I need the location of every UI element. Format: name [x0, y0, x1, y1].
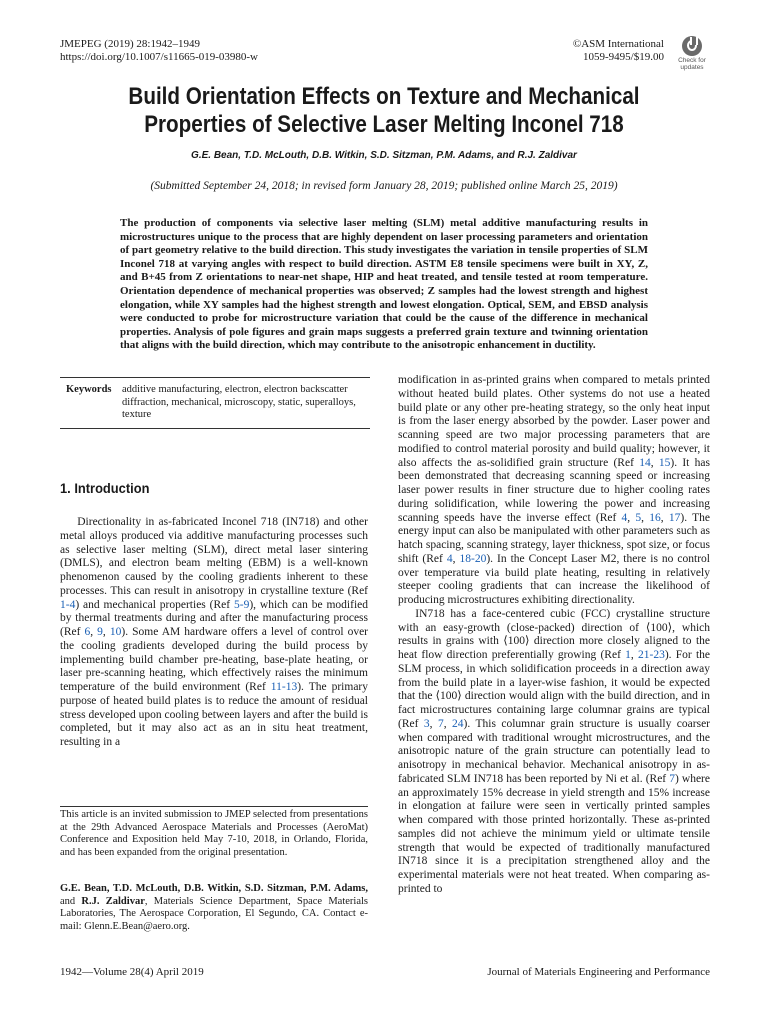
- ref-link[interactable]: 18-20: [459, 552, 487, 565]
- ref-link[interactable]: 15: [658, 456, 671, 469]
- affiliation-names: G.E. Bean, T.D. McLouth, D.B. Witkin, S.D. Sitzman, P.M. Adams,: [60, 883, 368, 894]
- right-column: [398, 374, 710, 897]
- author-affiliation: G.E. Bean, T.D. McLouth, D.B. Witkin, S.D. Sitzman, P.M. Adams, and R.J. Zaldivar, Materials Science Department, Space Materials Laboratories, The Aerospace Corporation, El Segundo, CA. Contact e-mail: Glenn.E.Bean@aero.org.: [60, 883, 368, 932]
- ref-link[interactable]: 21-23: [638, 649, 665, 661]
- abstract: The production of components via selective laser melting (SLM) metal additive manufacturing results in microstructures unique to the process that are highly dependent on laser processing parameters and orientation of part geometry relative to the build direction. This study investigates the variation in tensile properties of SLM Inconel 718 at varying angles with respect to build direction. ASTM E8 tensile specimens were built in XY, Z, and B+45 from Z orientations to near-net shape, HIP and heat treated, and tensile tested at room temperature. Orientation dependence of mechanical properties was observed; Z samples had the lowest strength and highest elongation, while XY samples had the highest strength and lowest elongation. Optical, SEM, and EBSD analysis were conducted to probe for microstructure variation that could be the cause of the difference in mechanical properties. Analysis of pole figures and grain maps suggests a preferred grain texture and twinning orientation that aligns with the build direction, which may contribute to the anisotropic enhancement in ductility.: [120, 217, 648, 352]
- ref-link[interactable]: 9: [97, 626, 103, 638]
- intro-paragraph-1-cont: modification in as-printed grains when compared to metals printed without heated build plates. Other systems do not use a heated build plate or any other pre-heating strategy, so the only heat input is from the laser energy absorbed by the powder. Laser power and scanning speed are two major processing parameters that are modified to control material porosity and build quality; however, it also affects the as-solidified grain structure (Ref 14, 15). It has been demonstrated that decreasing scanning speed or increasing laser power results in finer structure due to higher cooling rates during solidification, while lowering the power and increasing scanning speeds have the inverse effect (Ref 4, 5, 16, 17). The energy input can also be manipulated with other parameters such as hatch spacing, scanning strategy, layer thickness, spot size, or focus shift (Ref 4, 18-20). In the Concept Laser M2, there is no control over temperature via build plate heating, resulting in relatively steeper cooling gradients that can increase the likelihood of producing microstructures exhibiting directionality.: [398, 374, 710, 606]
- ref-link[interactable]: 6: [84, 626, 91, 638]
- ref-link[interactable]: 1: [625, 649, 631, 661]
- badge-line-2: updates: [680, 64, 704, 71]
- ref-link[interactable]: 10: [109, 626, 122, 638]
- issn-price: 1059-9495/$19.00: [583, 51, 664, 63]
- intro-paragraph-1: Directionality in as-fabricated Inconel 718 (IN718) and other metal alloys produced via additive manufacturing processes such as selective laser melting (SLM), direct metal laser sintering (DMLS), and electron beam melting (EBM) is a well-known phenomenon caused by the cooling gradients inherent to these processes. This can result in anisotropy in crystalline texture (Ref 1-4) and mechanical properties (Ref 5-9), which can be modified by thermal treatments during and after the manufacturing process (Ref 6, 9, 10). Some AM hardware offers a level of control over the cooling gradients developed during the build process by implementing build chamber pre-heating, base-plate heating, or laser pre-scanning heating, which effectively raises the minimum temperature of the build environment (Ref 11-13). The primary purpose of heated build plates is to reduce the amount of residual stress developed upon cooling between layers and after the build is completed, but it may also act as an in situ heat treatment, resulting in a: [60, 516, 369, 748]
- title-line-1: Build Orientation Effects on Texture and Mechanical: [128, 83, 640, 110]
- page-footer-left: 1942—Volume 28(4) April 2019: [60, 966, 204, 978]
- journal-citation: JMEPEG (2019) 28:1942–1949: [60, 38, 200, 50]
- journal-header-left: [60, 38, 258, 64]
- ref-link[interactable]: 16: [649, 511, 661, 524]
- ref-link[interactable]: 7: [669, 772, 675, 785]
- keywords-box: [60, 377, 370, 429]
- publisher: ©ASM International: [572, 38, 664, 50]
- ref-link[interactable]: 3: [423, 717, 430, 730]
- ref-link[interactable]: 4: [621, 511, 628, 524]
- ref-link[interactable]: 4: [446, 552, 453, 565]
- ref-link[interactable]: 5: [635, 511, 642, 524]
- journal-header-right: [573, 38, 664, 64]
- page-footer-right: Journal of Materials Engineering and Performance: [487, 966, 710, 978]
- authors: G.E. Bean, T.D. McLouth, D.B. Witkin, S.D. Sitzman, P.M. Adams, and R.J. Zaldivar: [191, 150, 577, 161]
- keywords-label: Keywords: [66, 384, 112, 395]
- ref-link[interactable]: 14: [639, 456, 651, 469]
- affiliation-details: , Materials Science Department, Space Materials Laboratories, The Aerospace Corporation, El Segundo, CA. Contact e-mail: Glenn.E.Bean@aero.org.: [60, 895, 368, 932]
- check-for-updates-badge[interactable]: [674, 36, 710, 76]
- doi-link[interactable]: https://doi.org/10.1007/s11665-019-03980-w: [60, 51, 258, 63]
- paper-title: [88, 83, 680, 139]
- affiliation-last-name: R.J. Zaldivar: [81, 895, 145, 907]
- keywords-text: additive manufacturing, electron, electron backscatter diffraction, mechanical, microscopy, static, superalloys, texture: [122, 384, 356, 420]
- left-column: [60, 516, 368, 750]
- section-heading: 1. Introduction: [60, 480, 150, 496]
- intro-paragraph-2: IN718 has a face-centered cubic (FCC) crystalline structure with an easy-growth (close-packed) direction of ⟨100⟩, which results in grains with ⟨100⟩ direction more closely aligned to the heat flow direction preferentially growing (Ref 1, 21-23). For the SLM process, in which solidification proceeds in a direction away from the build plate in a layer-wise fashion, it would be expected that the ⟨100⟩ direction would align with the build direction, and in fact microstructures containing large columnar grains are typical (Ref 3, 7, 24). This columnar grain structure is usually coarser when compared with traditional wrought microstructures, and the anisotropic nature of the grain structure can potentially lead to anisotropy in mechanical behavior. Mechanical anisotropy in as-fabricated SLM IN718 has been reported by Ni et al. (Ref 7) where an approximately 15% decrease in yield strength and 15% increase in elongation at failure were seen in vertically printed samples when compared with those printed horizontally. These as-printed samples did not achieve the minimum yield or ultimate tensile strength that would be expected of traditionally manufactured IN718 since it is a precipitation strengthened alloy and the experimental materials were not heat treated. When comparing as-printed to: [398, 607, 711, 895]
- submission-dates: (Submitted September 24, 2018; in revised form January 28, 2019; published online March 25, 2019): [150, 180, 618, 192]
- ref-link[interactable]: 17: [668, 511, 681, 524]
- ref-link[interactable]: 7: [437, 717, 444, 730]
- title-line-2: Properties of Selective Laser Melting Inconel 718: [144, 111, 624, 138]
- ref-link[interactable]: 1-4: [60, 598, 76, 611]
- badge-line-1: Check for: [678, 57, 706, 64]
- footnote-divider: [60, 806, 368, 807]
- ref-link[interactable]: 11-13: [270, 681, 298, 693]
- check-for-updates-icon: [682, 36, 702, 56]
- footnote: This article is an invited submission to JMEP selected from presentations at the 29th Advanced Aerospace Materials and Processes (AeroMat) Conference and Exposition held May 7-10, 2018, in Orlando, Florida, and has been expanded from the original presentation.: [60, 809, 368, 858]
- ref-link[interactable]: 24: [452, 717, 464, 730]
- ref-link[interactable]: 5-9: [233, 598, 250, 611]
